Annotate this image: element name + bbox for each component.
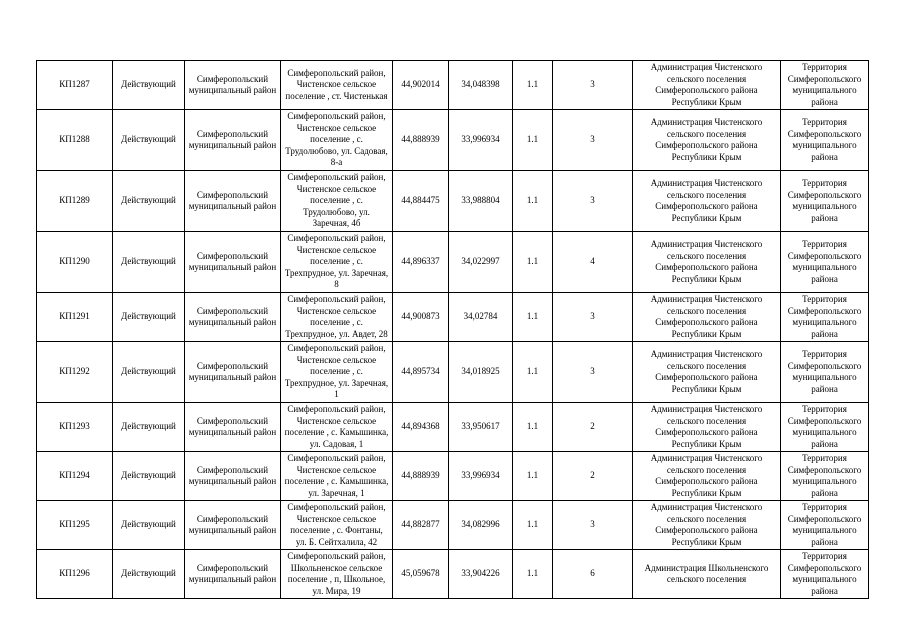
cell-type: 1.1 bbox=[513, 452, 553, 501]
cell-district: Симферопольский муниципальный район bbox=[185, 550, 281, 599]
cell-count: 2 bbox=[553, 452, 633, 501]
cell-district: Симферопольский муниципальный район bbox=[185, 171, 281, 232]
cell-address: Симферопольский район, Школьненское сельское поселение , п, Школьное, ул. Мира, 19 bbox=[281, 550, 393, 599]
cell-territory: Территория Симферопольского муниципального района bbox=[781, 452, 869, 501]
cell-code: КП1296 bbox=[37, 550, 113, 599]
table-row bbox=[37, 61, 869, 110]
cell-code: КП1288 bbox=[37, 110, 113, 171]
cell-territory: Территория Симферопольского муниципального района bbox=[781, 232, 869, 293]
cell-code: КП1287 bbox=[37, 61, 113, 110]
cell-district: Симферопольский муниципальный район bbox=[185, 293, 281, 342]
table-row bbox=[37, 342, 869, 403]
cell-latitude: 44,896337 bbox=[393, 232, 449, 293]
cell-district: Симферопольский муниципальный район bbox=[185, 452, 281, 501]
cell-status: Действующий bbox=[113, 293, 185, 342]
cell-type: 1.1 bbox=[513, 110, 553, 171]
cell-count: 3 bbox=[553, 110, 633, 171]
cell-status: Действующий bbox=[113, 501, 185, 550]
table-row bbox=[37, 403, 869, 452]
cell-longitude: 33,988804 bbox=[449, 171, 513, 232]
cell-owner: Администрация Чистенского сельского поселения Симферопольского района Республики Крым bbox=[633, 342, 781, 403]
cell-district: Симферопольский муниципальный район bbox=[185, 501, 281, 550]
table-row bbox=[37, 110, 869, 171]
cell-status: Действующий bbox=[113, 110, 185, 171]
cell-status: Действующий bbox=[113, 403, 185, 452]
cell-count: 4 bbox=[553, 232, 633, 293]
cell-owner: Администрация Чистенского сельского поселения Симферопольского района Республики Крым bbox=[633, 110, 781, 171]
cell-address: Симферопольский район, Чистенское сельское поселение , с. Трудолюбово, ул. Заречная, 4б bbox=[281, 171, 393, 232]
cell-code: КП1291 bbox=[37, 293, 113, 342]
cell-type: 1.1 bbox=[513, 403, 553, 452]
cell-address: Симферопольский район, Чистенское сельское поселение , с. Трехпрудное, ул. Заречная, 1 bbox=[281, 342, 393, 403]
cell-count: 3 bbox=[553, 293, 633, 342]
cell-status: Действующий bbox=[113, 452, 185, 501]
cell-count: 3 bbox=[553, 342, 633, 403]
cell-latitude: 44,888939 bbox=[393, 452, 449, 501]
cell-longitude: 33,996934 bbox=[449, 452, 513, 501]
cell-district: Симферопольский муниципальный район bbox=[185, 232, 281, 293]
cell-owner: Администрация Чистенского сельского поселения Симферопольского района Республики Крым bbox=[633, 232, 781, 293]
cell-address: Симферопольский район, Чистенское сельское поселение , с. Трехпрудное, ул. Авдет, 28 bbox=[281, 293, 393, 342]
cell-territory: Территория Симферопольского муниципального района bbox=[781, 171, 869, 232]
cell-latitude: 44,902014 bbox=[393, 61, 449, 110]
cell-type: 1.1 bbox=[513, 232, 553, 293]
cell-address: Симферопольский район, Чистенское сельское поселение , с. Камышинка, ул. Заречная, 1 bbox=[281, 452, 393, 501]
cell-longitude: 34,02784 bbox=[449, 293, 513, 342]
cell-type: 1.1 bbox=[513, 550, 553, 599]
cell-district: Симферопольский муниципальный район bbox=[185, 342, 281, 403]
cell-count: 3 bbox=[553, 171, 633, 232]
cell-territory: Территория Симферопольского муниципального района bbox=[781, 550, 869, 599]
table-row bbox=[37, 501, 869, 550]
cell-status: Действующий bbox=[113, 550, 185, 599]
cell-type: 1.1 bbox=[513, 342, 553, 403]
cell-territory: Территория Симферопольского муниципального района bbox=[781, 293, 869, 342]
cell-territory: Территория Симферопольского муниципального района bbox=[781, 501, 869, 550]
cell-code: КП1294 bbox=[37, 452, 113, 501]
cell-longitude: 33,904226 bbox=[449, 550, 513, 599]
document-page bbox=[36, 60, 868, 599]
table-row bbox=[37, 232, 869, 293]
cell-latitude: 44,894368 bbox=[393, 403, 449, 452]
cell-address: Симферопольский район, Чистенское сельское поселение , с. Трудолюбово, ул. Садовая, 8-а bbox=[281, 110, 393, 171]
table-row bbox=[37, 550, 869, 599]
cell-latitude: 44,884475 bbox=[393, 171, 449, 232]
cell-latitude: 45,059678 bbox=[393, 550, 449, 599]
cell-owner: Администрация Чистенского сельского поселения Симферопольского района Республики Крым bbox=[633, 61, 781, 110]
cell-count: 6 bbox=[553, 550, 633, 599]
cell-owner: Администрация Чистенского сельского поселения Симферопольского района Республики Крым bbox=[633, 452, 781, 501]
cell-district: Симферопольский муниципальный район bbox=[185, 61, 281, 110]
cell-longitude: 34,018925 bbox=[449, 342, 513, 403]
cell-code: КП1290 bbox=[37, 232, 113, 293]
cell-owner: Администрация Чистенского сельского поселения Симферопольского района Республики Крым bbox=[633, 501, 781, 550]
cell-status: Действующий bbox=[113, 342, 185, 403]
cell-district: Симферопольский муниципальный район bbox=[185, 403, 281, 452]
cell-code: КП1292 bbox=[37, 342, 113, 403]
cell-longitude: 33,996934 bbox=[449, 110, 513, 171]
cell-territory: Территория Симферопольского муниципального района bbox=[781, 61, 869, 110]
cell-type: 1.1 bbox=[513, 61, 553, 110]
cell-latitude: 44,882877 bbox=[393, 501, 449, 550]
cell-latitude: 44,888939 bbox=[393, 110, 449, 171]
cell-type: 1.1 bbox=[513, 293, 553, 342]
table-body bbox=[37, 61, 869, 599]
table-row bbox=[37, 293, 869, 342]
cell-count: 3 bbox=[553, 501, 633, 550]
cell-owner: Администрация Школьненского сельского поселения bbox=[633, 550, 781, 599]
cell-status: Действующий bbox=[113, 61, 185, 110]
table-row bbox=[37, 452, 869, 501]
cell-territory: Территория Симферопольского муниципального района bbox=[781, 342, 869, 403]
cell-territory: Территория Симферопольского муниципального района bbox=[781, 110, 869, 171]
cell-status: Действующий bbox=[113, 171, 185, 232]
table-row bbox=[37, 171, 869, 232]
cell-address: Симферопольский район, Чистенское сельское поселение , ст. Чистенькая bbox=[281, 61, 393, 110]
cell-code: КП1295 bbox=[37, 501, 113, 550]
cell-code: КП1289 bbox=[37, 171, 113, 232]
cell-latitude: 44,900873 bbox=[393, 293, 449, 342]
cell-address: Симферопольский район, Чистенское сельское поселение , с. Трехпрудное, ул. Заречная, 8 bbox=[281, 232, 393, 293]
cell-longitude: 34,022997 bbox=[449, 232, 513, 293]
cell-type: 1.1 bbox=[513, 171, 553, 232]
registry-table bbox=[36, 60, 869, 599]
cell-address: Симферопольский район, Чистенское сельское поселение , с. Фонтаны, ул. Б. Сейтхалила, 42 bbox=[281, 501, 393, 550]
cell-owner: Администрация Чистенского сельского поселения Симферопольского района Республики Крым bbox=[633, 293, 781, 342]
cell-count: 2 bbox=[553, 403, 633, 452]
cell-longitude: 34,048398 bbox=[449, 61, 513, 110]
cell-address: Симферопольский район, Чистенское сельское поселение , с. Камышинка, ул. Садовая, 1 bbox=[281, 403, 393, 452]
cell-owner: Администрация Чистенского сельского поселения Симферопольского района Республики Крым bbox=[633, 403, 781, 452]
cell-type: 1.1 bbox=[513, 501, 553, 550]
cell-longitude: 33,950617 bbox=[449, 403, 513, 452]
cell-owner: Администрация Чистенского сельского поселения Симферопольского района Республики Крым bbox=[633, 171, 781, 232]
cell-longitude: 34,082996 bbox=[449, 501, 513, 550]
cell-code: КП1293 bbox=[37, 403, 113, 452]
cell-district: Симферопольский муниципальный район bbox=[185, 110, 281, 171]
cell-status: Действующий bbox=[113, 232, 185, 293]
cell-count: 3 bbox=[553, 61, 633, 110]
cell-latitude: 44,895734 bbox=[393, 342, 449, 403]
cell-territory: Территория Симферопольского муниципального района bbox=[781, 403, 869, 452]
